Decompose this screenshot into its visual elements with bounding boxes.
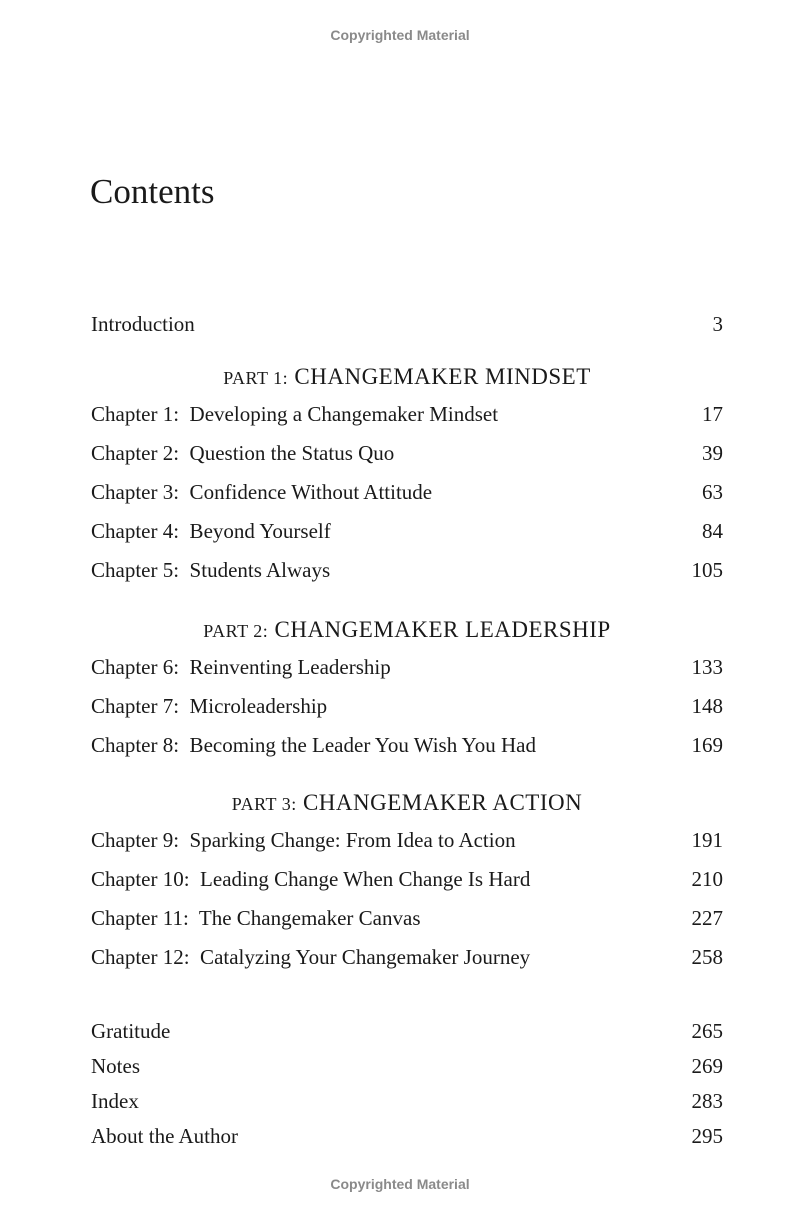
toc-row (91, 938, 723, 977)
entry-label: Index (91, 1089, 139, 1113)
toc-row (91, 395, 723, 434)
entry-page: 227 (691, 906, 723, 930)
part-prefix: PART 2: (203, 621, 269, 641)
entry-label: Chapter 1: Developing a Changemaker Mindset (91, 402, 499, 426)
entry-label: Chapter 9: Sparking Change: From Idea to Action (91, 828, 516, 852)
entry-label: Introduction (91, 312, 195, 336)
part-1 (91, 359, 723, 590)
part-2 (91, 612, 723, 765)
entry-page: 258 (691, 945, 723, 969)
toc-row (91, 1014, 723, 1049)
entry-page: 283 (691, 1089, 723, 1113)
entry-label: Gratitude (91, 1019, 171, 1043)
toc-row (91, 899, 723, 938)
entry-label: Chapter 8: Becoming the Leader You Wish You Had (91, 733, 536, 757)
toc-row (91, 860, 723, 899)
intro-entry (91, 305, 723, 344)
entry-page: 84 (702, 519, 723, 543)
part-prefix: PART 1: (223, 368, 289, 388)
part-prefix: PART 3: (231, 794, 297, 814)
entry-label: Chapter 2: Question the Status Quo (91, 441, 395, 465)
entry-label: Chapter 12: Catalyzing Your Changemaker Journey (91, 945, 531, 969)
entry-label: Chapter 5: Students Always (91, 558, 331, 582)
entry-label: Chapter 10: Leading Change When Change Is Hard (91, 867, 531, 891)
entry-page: 63 (702, 480, 723, 504)
part-name: CHANGEMAKER MINDSET (294, 364, 591, 389)
back-matter (91, 1014, 723, 1154)
toc-row (91, 551, 723, 590)
entry-page: 295 (691, 1124, 723, 1148)
entry-page: 265 (691, 1019, 723, 1043)
entry-label: About the Author (91, 1124, 238, 1148)
entry-page: 17 (702, 402, 723, 426)
entry-label: Chapter 3: Confidence Without Attitude (91, 480, 433, 504)
entry-page: 169 (691, 733, 723, 757)
toc-row (91, 726, 723, 765)
entry-label: Chapter 7: Microleadership (91, 694, 328, 718)
entry-label: Chapter 4: Beyond Yourself (91, 519, 331, 543)
entry-label: Chapter 11: The Changemaker Canvas (91, 906, 421, 930)
entry-label: Chapter 6: Reinventing Leadership (91, 655, 391, 679)
entry-page: 210 (691, 867, 723, 891)
toc-row (91, 512, 723, 551)
page-title: Contents (90, 172, 215, 211)
toc-row (91, 434, 723, 473)
entry-page: 148 (691, 694, 723, 718)
entry-page: 133 (691, 655, 723, 679)
toc-row (91, 1119, 723, 1154)
part-heading (91, 785, 723, 821)
part-name: CHANGEMAKER ACTION (302, 790, 583, 815)
part-heading (91, 359, 723, 395)
toc-row (91, 648, 723, 687)
toc-row (91, 1084, 723, 1119)
entry-page: 39 (702, 441, 723, 465)
toc-row (91, 473, 723, 512)
part-3 (91, 785, 723, 977)
entry-label: Notes (91, 1054, 140, 1078)
copyright-watermark-top: Copyrighted Material (330, 27, 470, 43)
toc-row (91, 687, 723, 726)
entry-page: 269 (691, 1054, 723, 1078)
copyright-watermark-bottom: Copyrighted Material (330, 1176, 470, 1192)
entry-page: 191 (691, 828, 723, 852)
part-heading (91, 612, 723, 648)
toc-row (91, 821, 723, 860)
entry-page: 3 (712, 312, 723, 336)
entry-page: 105 (691, 558, 723, 582)
toc-row (91, 1049, 723, 1084)
part-name: CHANGEMAKER LEADERSHIP (274, 617, 611, 642)
